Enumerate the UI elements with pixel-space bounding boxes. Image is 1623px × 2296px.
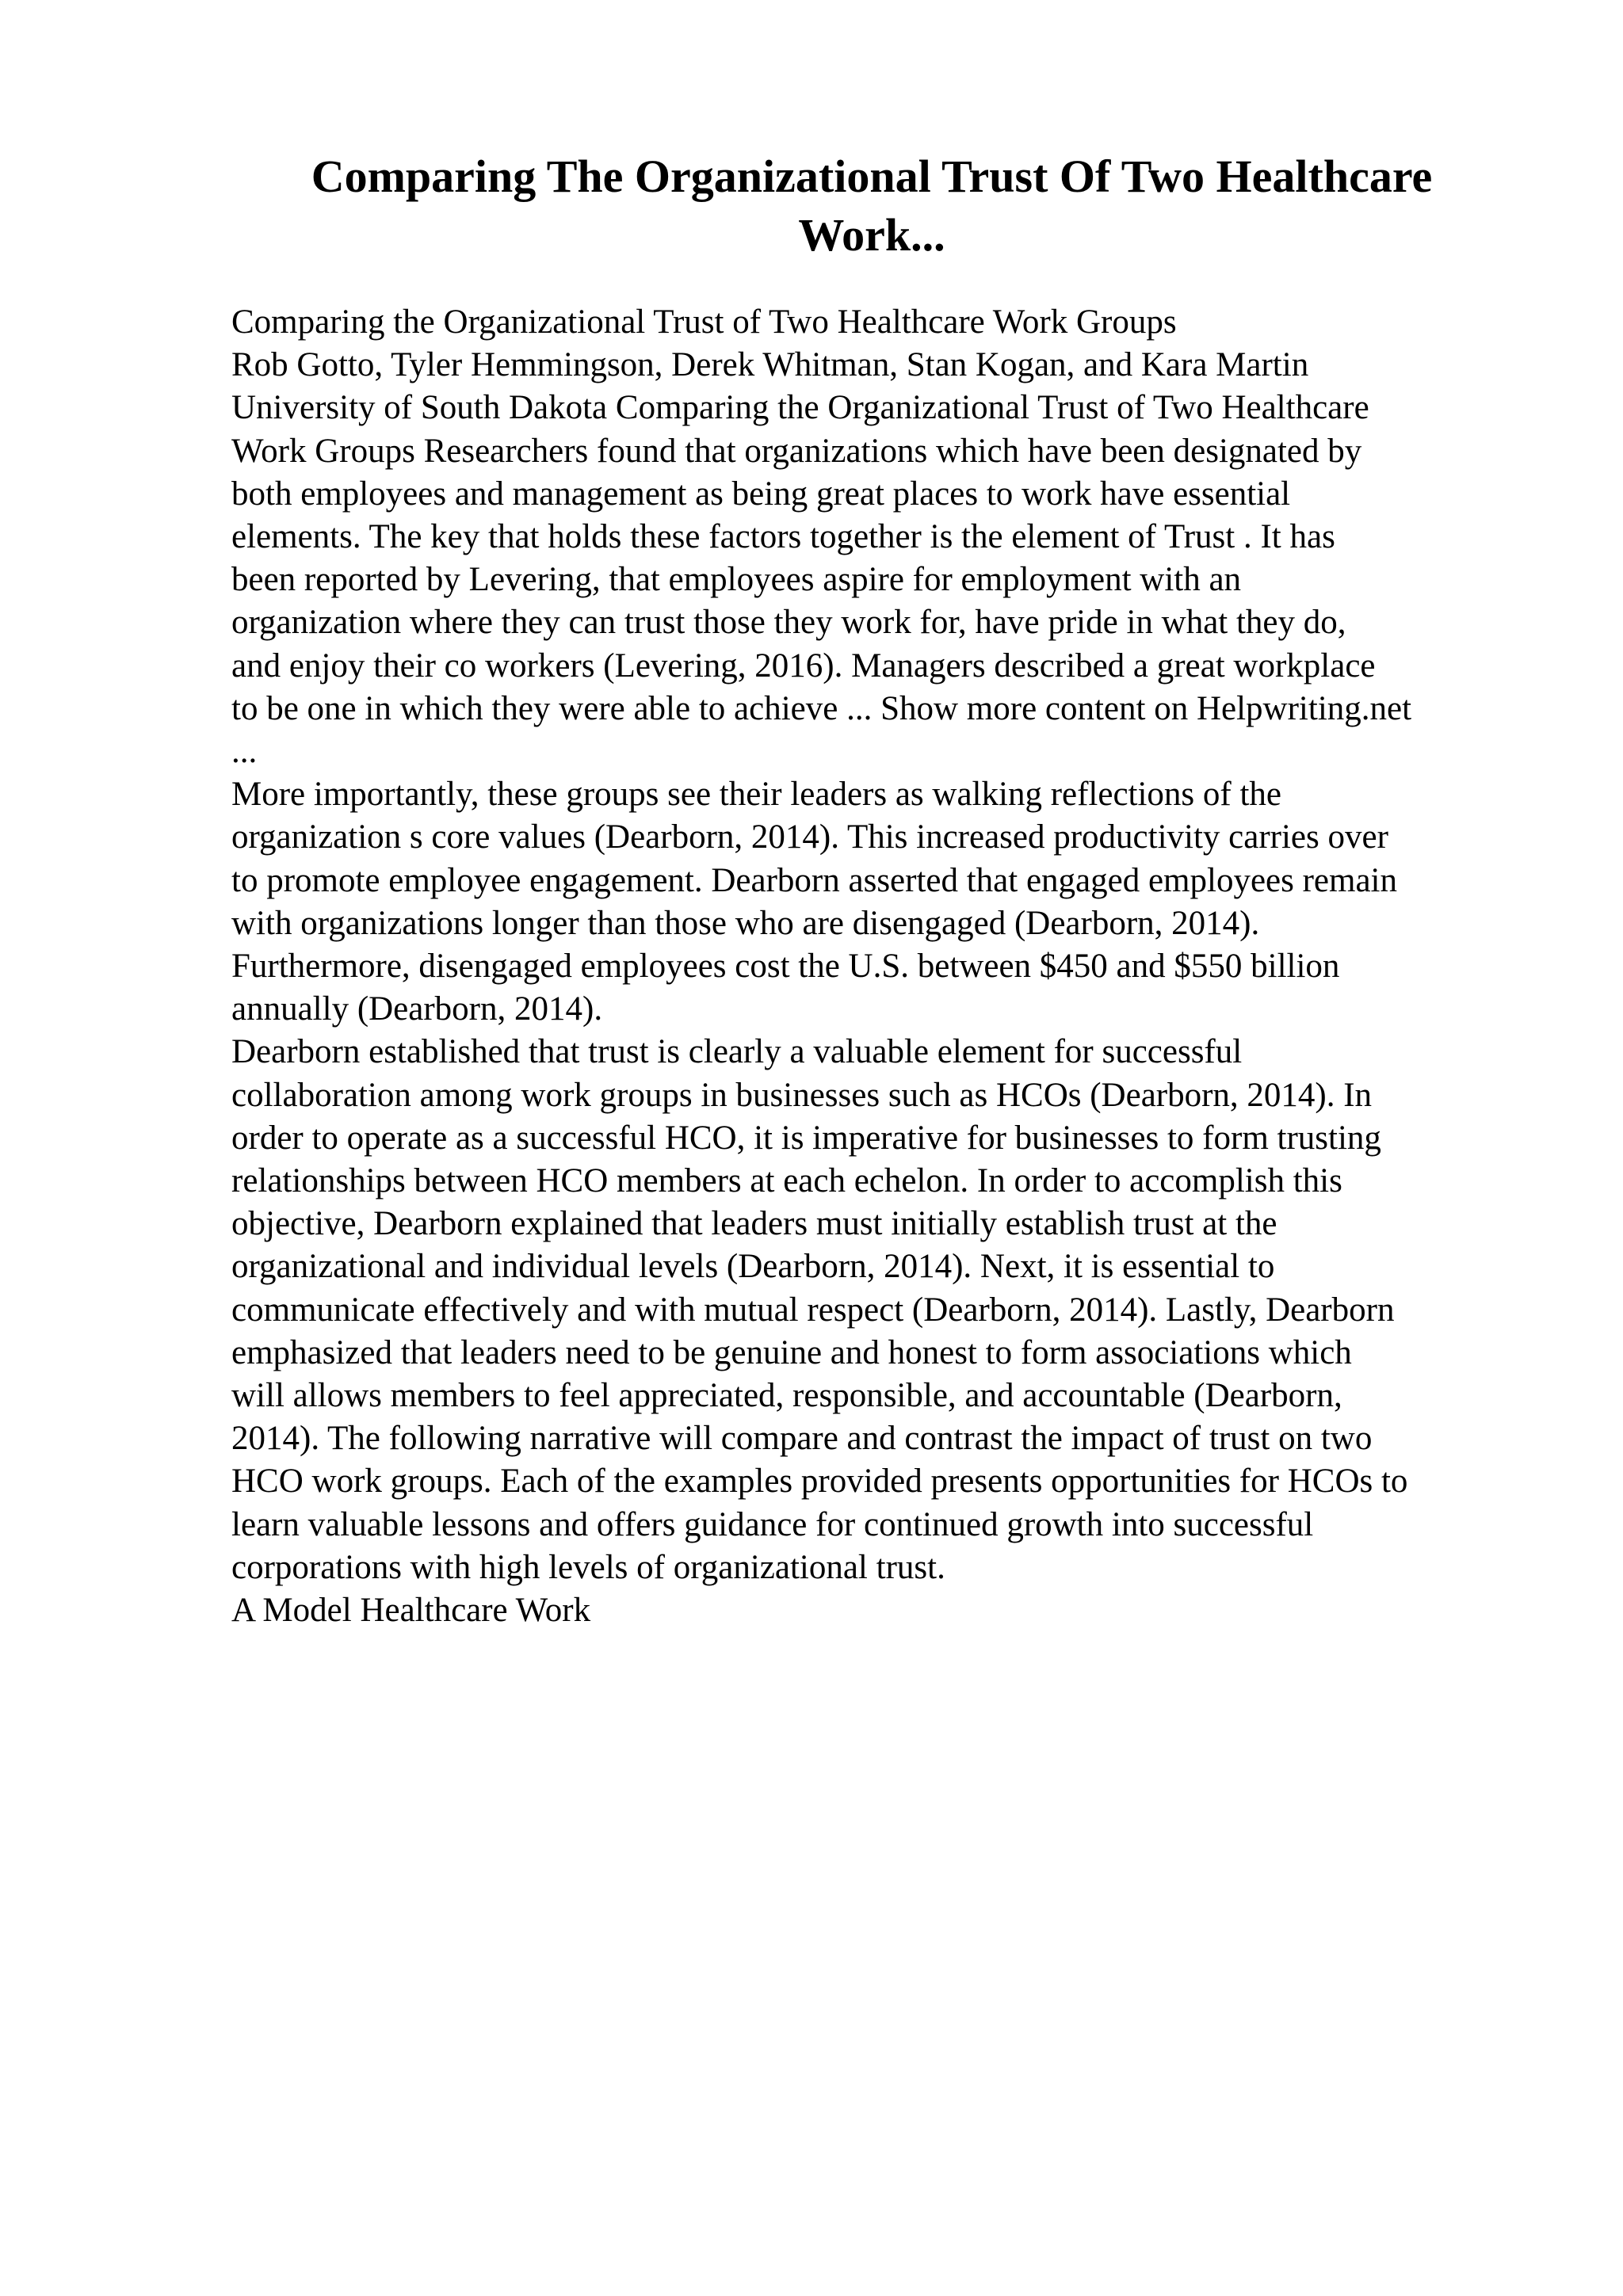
body-line: annually (Dearborn, 2014).: [231, 990, 603, 1028]
body-line: organizational and individual levels (Dearborn, 2014). Next, it is essential to: [231, 1248, 1275, 1286]
body-line: Rob Gotto, Tyler Hemmingson, Derek Whitman, Stan Kogan, and Kara Martin: [231, 346, 1309, 384]
title-line: Comparing The Organizational Trust Of Two Healthcare: [311, 151, 1433, 202]
body-line: Dearborn established that trust is clearly a valuable element for successful: [231, 1033, 1243, 1071]
body-line: relationships between HCO members at each echelon. In order to accomplish this: [231, 1162, 1342, 1200]
body-line: with organizations longer than those who are disengaged (Dearborn, 2014).: [231, 904, 1260, 942]
body-line: will allows members to feel appreciated, responsible, and accountable (Dearborn,: [231, 1377, 1342, 1415]
document-title: [238, 147, 1506, 265]
body-line: More importantly, these groups see their leaders as walking reflections of the: [231, 776, 1282, 814]
body-line: organization s core values (Dearborn, 2014). This increased productivity carries over: [231, 818, 1388, 856]
body-line: both employees and management as being great places to work have essential: [231, 475, 1291, 513]
body-line: to be one in which they were able to achieve ... Show more content on Helpwriting.net: [231, 689, 1412, 727]
body-line: A Model Healthcare Work: [231, 1592, 591, 1630]
body-line: objective, Dearborn explained that leaders must initially establish trust at the: [231, 1205, 1277, 1243]
body-line: corporations with high levels of organizational trust.: [231, 1548, 945, 1586]
body-line: to promote employee engagement. Dearborn asserted that engaged employees remain: [231, 861, 1397, 899]
body-line: Furthermore, disengaged employees cost the U.S. between $450 and $550 billion: [231, 948, 1340, 986]
body-line: been reported by Levering, that employees aspire for employment with an: [231, 561, 1242, 599]
body-line: and enjoy their co workers (Levering, 2016). Managers described a great workplace: [231, 646, 1376, 685]
body-line: Comparing the Organizational Trust of Two Healthcare Work Groups: [231, 303, 1177, 341]
body-line: ...: [231, 733, 258, 771]
body-line: collaboration among work groups in businesses such as HCOs (Dearborn, 2014). In: [231, 1076, 1373, 1114]
body-line: emphasized that leaders need to be genuine and honest to form associations which: [231, 1333, 1352, 1371]
body-line: order to operate as a successful HCO, it is imperative for businesses to form trusting: [231, 1119, 1381, 1157]
body-line: learn valuable lessons and offers guidance for continued growth into successful: [231, 1505, 1314, 1543]
body-line: University of South Dakota Comparing the Organizational Trust of Two Healthcare: [231, 389, 1369, 427]
document-body: [231, 301, 1531, 1632]
body-line: elements. The key that holds these factors together is the element of Trust . It has: [231, 518, 1335, 556]
title-line: Work...: [798, 209, 945, 261]
body-line: communicate effectively and with mutual respect (Dearborn, 2014). Lastly, Dearborn: [231, 1291, 1395, 1329]
body-line: organization where they can trust those they work for, have pride in what they do,: [231, 604, 1346, 642]
body-line: Work Groups Researchers found that organizations which have been designated by: [231, 432, 1362, 470]
body-line: 2014). The following narrative will compare and contrast the impact of trust on two: [231, 1420, 1373, 1458]
body-line: HCO work groups. Each of the examples provided presents opportunities for HCOs to: [231, 1463, 1408, 1501]
